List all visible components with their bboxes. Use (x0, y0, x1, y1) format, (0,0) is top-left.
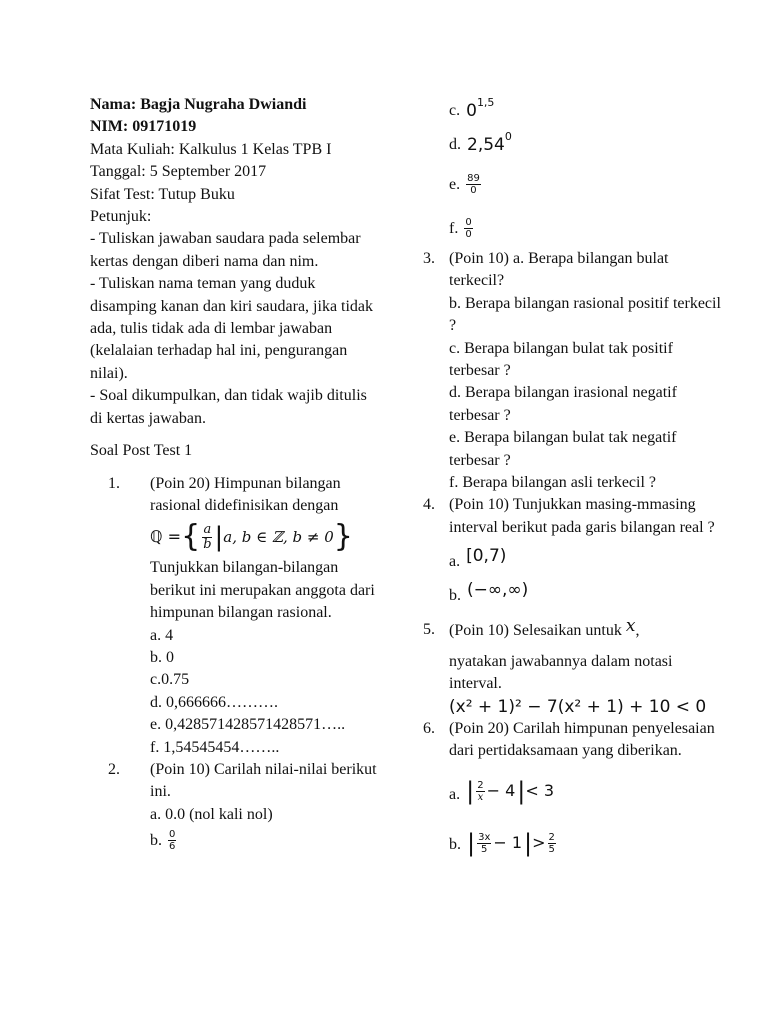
power-base: 0 (466, 100, 477, 121)
q1-item-b: b. 0 (150, 648, 174, 666)
question-6-intro: (Poin 20) Carilah himpunan penyelesaian dari pertidaksamaan yang diberikan. (449, 719, 715, 760)
question-6 (423, 718, 723, 857)
question-1 (90, 473, 380, 759)
fraction-denominator: x (477, 791, 484, 803)
fraction-numerator: 3x (478, 831, 491, 843)
abs-bar-left: | (467, 829, 476, 858)
q3-item-f: f. Berapa bilangan asli terkecil ? (449, 474, 657, 492)
power-base: 2,54 (467, 134, 505, 155)
question-2 (90, 759, 380, 852)
q6-item-b (449, 817, 723, 857)
question-5-intro-text: (Poin 10) Selesaikan untuk (449, 622, 622, 640)
variable-x: x (625, 616, 636, 637)
item-label: a. (449, 552, 461, 570)
q1-item-e: e. 0,428571428571428571….. (150, 716, 346, 734)
expression-part: − 4 (486, 781, 516, 801)
question-4 (423, 494, 723, 607)
fraction-0-over-0 (464, 217, 472, 240)
item-label: b. (449, 586, 461, 604)
question-number: 6. (423, 719, 435, 737)
q1-item-d: d. 0,666666………. (150, 693, 278, 711)
question-5 (423, 616, 723, 718)
power-exponent: 0 (504, 129, 512, 143)
question-4-intro: (Poin 10) Tunjukkan masing-mmasing interval berikut pada garis bilangan real ? (449, 496, 715, 536)
item-label: d. (449, 135, 461, 153)
fraction-a-over-b (202, 523, 212, 552)
q4-item-b (449, 573, 723, 607)
q3-item-d: d. Berapa bilangan irasional negatif terbesar ? (449, 384, 677, 424)
interval-value: [0,7) (466, 545, 507, 566)
q3-item-b: b. Berapa bilangan rasional positif terkecil ? (449, 294, 721, 335)
fraction-numerator: 2 (548, 831, 555, 843)
q2-item-c (449, 92, 723, 122)
fraction-numerator: a (203, 521, 212, 537)
abs-bar-right: | (517, 777, 526, 806)
instruction-1: - Tuliskan jawaban saudara pada selembar kertas dengan diberi nama dan nim. (90, 230, 361, 270)
question-1-intro: (Poin 20) Himpunan bilangan rasional didefinisikan dengan (150, 474, 341, 514)
date-line: Tanggal: 5 September 2017 (90, 163, 267, 181)
fraction-denominator: 0 (465, 229, 472, 240)
q3-item-e: e. Berapa bilangan bulat tak negatif terbesar ? (449, 429, 677, 469)
left-column (90, 94, 380, 852)
instruction-2: - Tuliskan nama teman yang duduk disamping kanan dan kiri saudara, jika tidak ada, tulis tidak ada di lembar jawaban (kelalaian terhadap hal ini, pengurangan nilai). (90, 275, 374, 382)
abs-bar-left: | (466, 777, 475, 806)
inequality-expression: (x² + 1)² − 7(x² + 1) + 10 < 0 (449, 696, 707, 717)
question-2-intro: (Poin 10) Carilah nilai-nilai berikut ini. (150, 760, 377, 801)
fraction-89-over-0 (466, 173, 481, 196)
fraction-2-over-x (476, 780, 484, 803)
item-label: f. (449, 219, 459, 237)
item-label: b. (449, 836, 461, 854)
fraction-2-over-5 (548, 832, 556, 855)
fraction-denominator: 5 (481, 843, 488, 855)
fraction-numerator: 0 (465, 217, 472, 228)
question-3 (423, 248, 723, 494)
fraction-numerator: 2 (477, 779, 484, 791)
question-5-intro (449, 616, 723, 642)
question-number: 3. (423, 250, 435, 267)
set-symbol: ℚ = (150, 527, 182, 547)
item-label: c. (449, 101, 461, 119)
instructions-label: Petunjuk: (90, 208, 152, 226)
item-label: e. (449, 175, 461, 193)
interval-value: (−∞,∞) (467, 579, 529, 600)
fraction-3x-over-5 (477, 832, 491, 855)
fraction-denominator: 0 (470, 185, 477, 196)
right-column (423, 92, 723, 857)
q3-item-c: c. Berapa bilangan bulat tak positif terbesar ? (449, 339, 673, 380)
question-5-text: nyatakan jawabannya dalam notasi interval. (449, 652, 673, 693)
q1-item-a: a. 4 (150, 626, 174, 644)
greater-than-sign: > (532, 833, 546, 853)
rational-set-definition: ℚ = { $\frac{a}{b}$ | a, b ∈ ℤ, b ≠ 0 } (150, 519, 353, 555)
q2-item-a: a. 0.0 (nol kali nol) (150, 805, 273, 823)
question-3-intro: (Poin 10) a. Berapa bilangan bulat terkecil? (449, 250, 669, 290)
fraction-0-over-6 (168, 829, 176, 852)
abs-bar-right: | (524, 829, 533, 858)
q6-item-a (449, 763, 723, 807)
question-number: 2. (108, 760, 120, 778)
test-nature-line: Sifat Test: Tutup Buku (90, 185, 235, 203)
q2-item-e (449, 156, 723, 196)
expression-rhs: < 3 (525, 781, 555, 801)
question-number: 4. (423, 496, 435, 514)
question-1-text: Tunjukkan bilangan-bilangan berikut ini merupakan anggota dari himpunan bilangan rasional. (150, 559, 375, 622)
fraction-denominator: b (203, 536, 212, 552)
fraction-numerator: 0 (169, 829, 176, 841)
expression-part: − 1 (493, 833, 523, 853)
fraction-numerator: 89 (467, 173, 480, 184)
student-name: Nama: Bagja Nugraha Dwiandi (90, 96, 307, 113)
q2-item-d (449, 122, 723, 156)
question-number: 5. (423, 621, 435, 639)
question-number: 1. (108, 474, 120, 492)
fraction-denominator: 6 (169, 841, 176, 853)
q4-item-a (449, 539, 723, 573)
item-label: b. (150, 831, 162, 849)
course-line: Mata Kuliah: Kalkulus 1 Kelas TPB I (90, 140, 332, 158)
q2-item-b (150, 826, 380, 852)
fraction-denominator: 5 (548, 843, 555, 855)
q1-item-f: f. 1,54545454…….. (150, 738, 280, 756)
section-title: Soal Post Test 1 (90, 442, 193, 460)
comma: , (635, 622, 640, 640)
q1-item-c: c.0.75 (150, 671, 190, 689)
power-exponent: 1,5 (476, 95, 495, 109)
set-condition: a, b ∈ ℤ, b ≠ 0 (223, 528, 334, 547)
item-label: a. (449, 786, 461, 804)
student-nim: NIM: 09171019 (90, 118, 197, 136)
instruction-3: - Soal dikumpulkan, dan tidak wajib ditulis di kertas jawaban. (90, 387, 367, 427)
q2-item-f (449, 196, 723, 240)
